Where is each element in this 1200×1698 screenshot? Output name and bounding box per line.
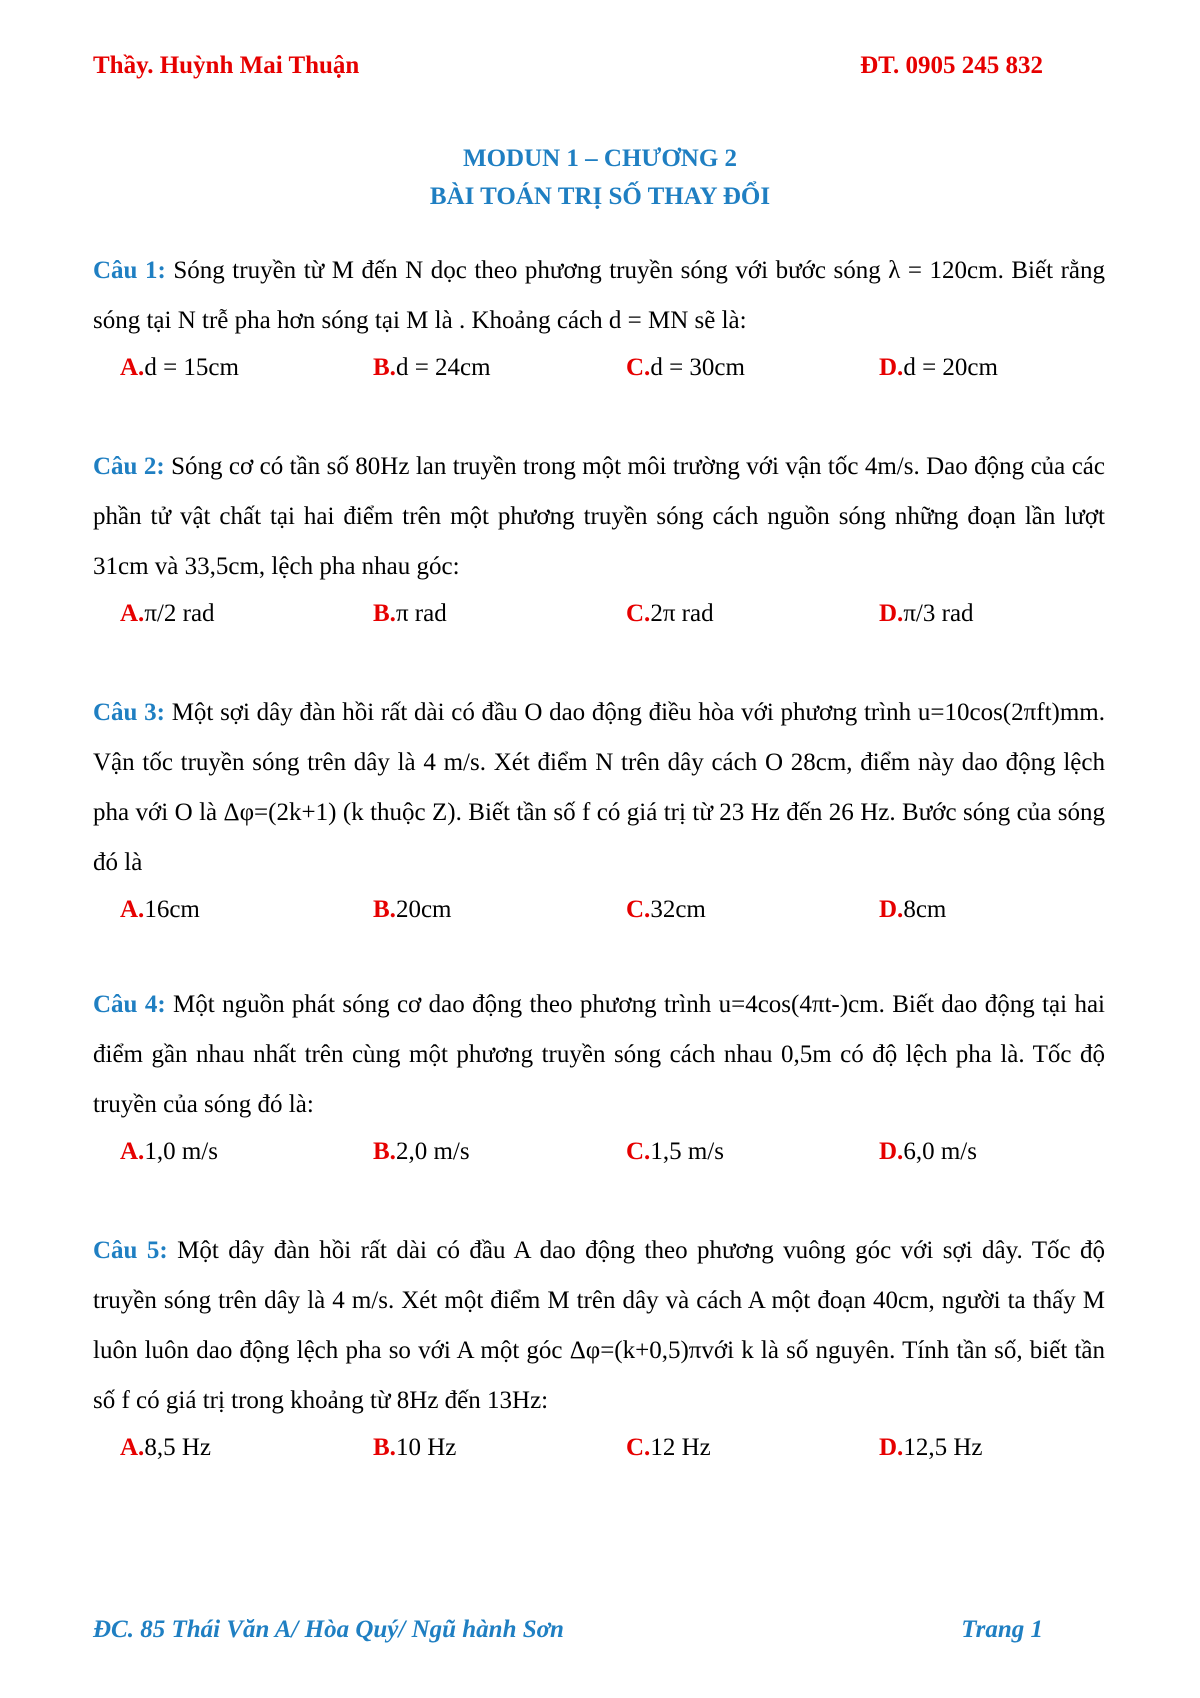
answer-b[interactable] xyxy=(346,348,599,388)
answer-d[interactable] xyxy=(852,1428,1105,1468)
answer-b[interactable] xyxy=(346,890,599,930)
option-text: 20cm xyxy=(395,896,452,923)
option-letter: D. xyxy=(879,354,904,381)
answer-c[interactable] xyxy=(599,594,852,634)
option-letter: B. xyxy=(373,1138,396,1165)
option-text: 8cm xyxy=(903,896,947,923)
option-letter: B. xyxy=(373,896,396,923)
option-text: π rad xyxy=(395,600,447,627)
page-footer xyxy=(93,1616,1043,1644)
answer-b[interactable] xyxy=(346,594,599,634)
option-letter: B. xyxy=(373,600,396,627)
option-text: 8,5 Hz xyxy=(144,1434,211,1461)
option-text: 12 Hz xyxy=(650,1434,711,1461)
option-text: 1,5 m/s xyxy=(650,1138,724,1165)
option-text: d = 15cm xyxy=(144,354,239,381)
option-text: 32cm xyxy=(650,896,706,923)
option-text: d = 24cm xyxy=(395,354,491,381)
answer-b[interactable] xyxy=(346,1132,599,1172)
option-letter: A. xyxy=(120,600,145,627)
option-letter: D. xyxy=(879,1138,904,1165)
answer-d[interactable] xyxy=(852,594,1105,634)
answer-c[interactable] xyxy=(599,1428,852,1468)
question-text: Một nguồn phát sóng cơ dao động theo phương trình u=4cos(4πt-)cm. Biết dao động tại hai điểm gần nhau nhất trên cùng một phương truyền sóng cách nhau 0,5m có độ lệch pha là. Tốc độ truyền của sóng đó là: xyxy=(93,991,1105,1118)
answer-d[interactable] xyxy=(852,348,1105,388)
option-letter: A. xyxy=(120,1434,145,1461)
option-text: 10 Hz xyxy=(395,1434,457,1461)
answer-row xyxy=(93,1132,1105,1172)
document-title xyxy=(0,140,1200,216)
page-header xyxy=(93,52,1043,80)
answer-c[interactable] xyxy=(599,890,852,930)
option-letter: C. xyxy=(626,354,651,381)
option-text: d = 30cm xyxy=(650,354,745,381)
question-text: Một sợi dây đàn hồi rất dài có đầu O dao động điều hòa với phương trình u=10cos(2πft)mm. Vận tốc truyền sóng trên dây là 4 m/s. Xét điểm N trên dây cách O 28cm, điểm này dao động lệch pha với O là Δφ=(2k+1) (k thuộc Z). Biết tần số f có giá trị từ 23 Hz đến 26 Hz. Bước sóng của sóng đó là xyxy=(93,699,1105,876)
option-letter: A. xyxy=(120,1138,145,1165)
answer-row xyxy=(93,1428,1105,1468)
page-number: Trang 1 xyxy=(961,1616,1043,1643)
question-label: Câu 4: xyxy=(93,991,166,1018)
title-line-2: BÀI TOÁN TRỊ SỐ THAY ĐỔI xyxy=(429,183,771,210)
question-5-text-block xyxy=(93,1226,1105,1426)
option-letter: D. xyxy=(879,1434,904,1461)
option-letter: B. xyxy=(373,1434,396,1461)
question-5 xyxy=(93,1226,1105,1468)
option-text: d = 20cm xyxy=(903,354,998,381)
option-letter: D. xyxy=(879,896,904,923)
teacher-name: Thầy. Huỳnh Mai Thuận xyxy=(93,52,360,79)
option-letter: C. xyxy=(626,1434,651,1461)
answer-row xyxy=(93,594,1105,634)
question-label: Câu 2: xyxy=(93,453,165,480)
question-2-text-block xyxy=(93,442,1105,592)
answer-a[interactable] xyxy=(93,1132,346,1172)
answer-row xyxy=(93,348,1105,388)
question-1-text-block xyxy=(93,246,1105,346)
option-text: 2π rad xyxy=(650,600,714,627)
question-2 xyxy=(93,442,1105,634)
question-1 xyxy=(93,246,1105,388)
phone-number: ĐT. 0905 245 832 xyxy=(860,52,1043,79)
question-text: Sóng truyền từ M đến N dọc theo phương truyền sóng với bước sóng λ = 120cm. Biết rằng sóng tại N trễ pha hơn sóng tại M là . Khoảng cách d = MN sẽ là: xyxy=(93,257,1105,334)
question-label: Câu 1: xyxy=(93,257,166,284)
title-line-1: MODUN 1 – CHƯƠNG 2 xyxy=(462,145,738,172)
answer-d[interactable] xyxy=(852,890,1105,930)
question-4 xyxy=(93,980,1105,1172)
answer-c[interactable] xyxy=(599,1132,852,1172)
option-text: π/3 rad xyxy=(903,600,974,627)
option-text: 12,5 Hz xyxy=(903,1434,983,1461)
question-text: Một dây đàn hồi rất dài có đầu A dao động theo phương vuông góc với sợi dây. Tốc độ truyền sóng trên dây là 4 m/s. Xét một điểm M trên dây và cách A một đoạn 40cm, người ta thấy M luôn luôn dao động lệch pha so với A một góc Δφ=(k+0,5)πvới k là số nguyên. Tính tần số, biết tần số f có giá trị trong khoảng từ 8Hz đến 13Hz: xyxy=(93,1237,1105,1414)
option-letter: C. xyxy=(626,1138,651,1165)
answer-row xyxy=(93,890,1105,930)
option-text: 16cm xyxy=(144,896,200,923)
option-text: 6,0 m/s xyxy=(903,1138,977,1165)
question-label: Câu 3: xyxy=(93,699,165,726)
answer-b[interactable] xyxy=(346,1428,599,1468)
answer-a[interactable] xyxy=(93,594,346,634)
answer-c[interactable] xyxy=(599,348,852,388)
question-text: Sóng cơ có tần số 80Hz lan truyền trong một môi trường với vận tốc 4m/s. Dao động của các phần tử vật chất tại hai điểm trên một phương truyền sóng cách nguồn sóng những đoạn lần lượt 31cm và 33,5cm, lệch pha nhau góc: xyxy=(93,453,1105,580)
answer-a[interactable] xyxy=(93,1428,346,1468)
option-letter: B. xyxy=(373,354,396,381)
option-letter: C. xyxy=(626,600,651,627)
option-letter: A. xyxy=(120,896,145,923)
option-letter: A. xyxy=(120,354,145,381)
address: ĐC. 85 Thái Văn A/ Hòa Quý/ Ngũ hành Sơn xyxy=(93,1616,564,1643)
option-text: π/2 rad xyxy=(144,600,215,627)
answer-d[interactable] xyxy=(852,1132,1105,1172)
question-3-text-block xyxy=(93,688,1105,888)
question-3 xyxy=(93,688,1105,930)
answer-a[interactable] xyxy=(93,348,346,388)
question-label: Câu 5: xyxy=(93,1237,168,1264)
question-4-text-block xyxy=(93,980,1105,1130)
answer-a[interactable] xyxy=(93,890,346,930)
option-letter: D. xyxy=(879,600,904,627)
option-text: 2,0 m/s xyxy=(395,1138,470,1165)
option-letter: C. xyxy=(626,896,651,923)
option-text: 1,0 m/s xyxy=(144,1138,218,1165)
